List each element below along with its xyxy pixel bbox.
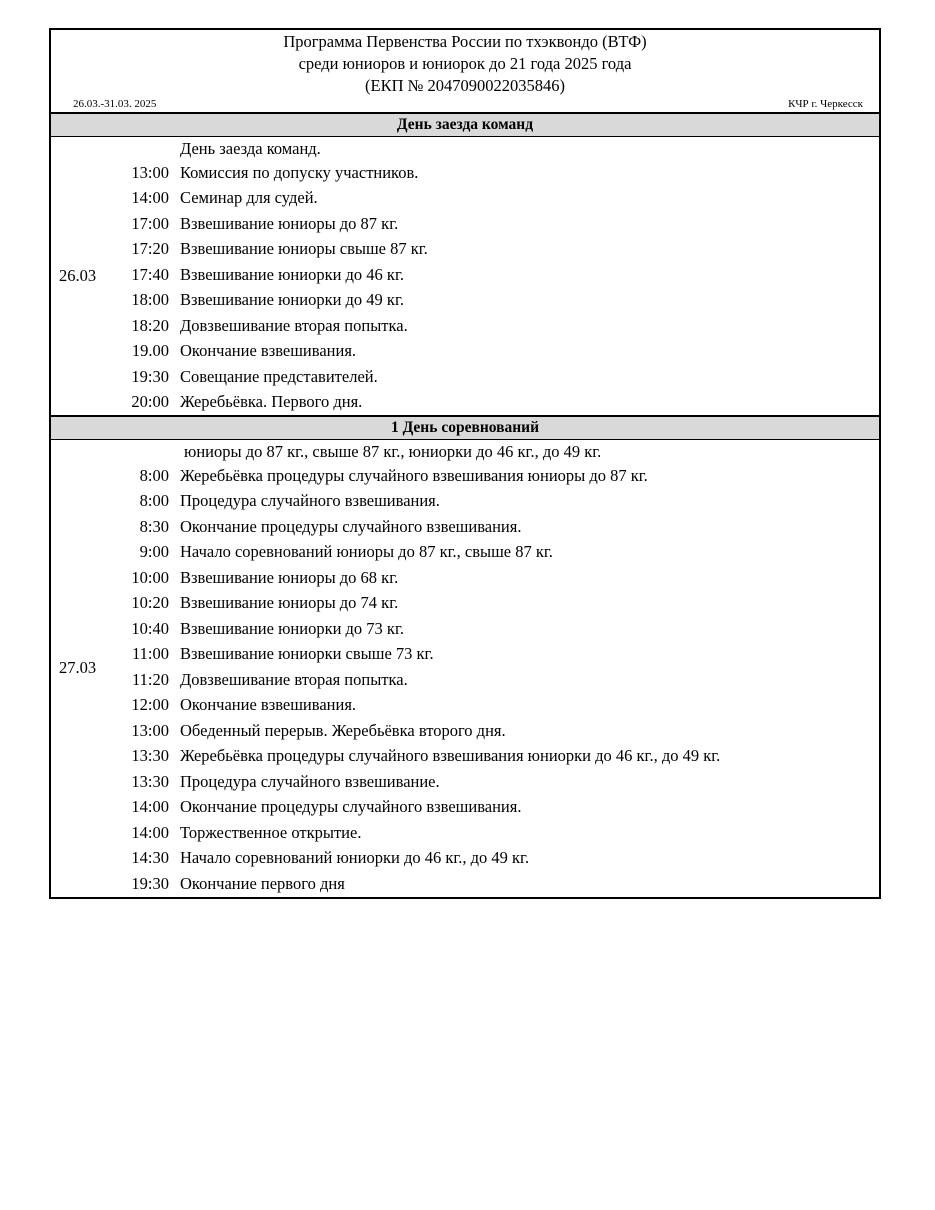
row-time: 14:00: [131, 188, 169, 208]
row-time: 9:00: [139, 542, 169, 562]
row-time: 11:00: [132, 644, 169, 664]
row-time: 8:00: [139, 491, 169, 511]
row-time: 13:00: [131, 162, 169, 182]
row-time: 10:20: [131, 593, 169, 613]
row-text: Начало соревнований юниорки до 46 кг., до 49 кг.: [180, 848, 530, 868]
row-text: Начало соревнований юниоры до 87 кг., свыше 87 кг.: [180, 542, 553, 562]
row-text: Взвешивание юниоры свыше 87 кг.: [180, 239, 428, 259]
schedule-row: [115, 846, 879, 872]
row-text: юниоры до 87 кг., свыше 87 кг., юниорки до 46 кг., до 49 кг.: [184, 441, 602, 461]
schedule-document: [49, 28, 881, 899]
day-date: 27.03: [59, 658, 97, 678]
row-time: 14:30: [131, 848, 169, 868]
row-time: 14:00: [131, 822, 169, 842]
row-time: 8:00: [139, 465, 169, 485]
row-time: 14:00: [131, 797, 169, 817]
row-text: Взвешивание юниоры до 74 кг.: [180, 593, 399, 613]
row-text: Торжественное открытие.: [180, 822, 362, 842]
day-block: [51, 440, 879, 897]
document-title-line-3: (ЕКП № 2047090022035846): [365, 76, 565, 95]
row-text: Взвешивание юниорки до 73 кг.: [180, 618, 404, 638]
row-text: Взвешивание юниорки свыше 73 кг.: [180, 644, 434, 664]
schedule-list: [115, 137, 879, 415]
schedule-row: [115, 364, 879, 390]
schedule-row: [115, 820, 879, 846]
row-text: Обеденный перерыв. Жеребьёвка второго дня.: [180, 720, 506, 740]
schedule-row: [115, 642, 879, 668]
row-time: 8:30: [139, 516, 169, 536]
schedule-days: [51, 112, 879, 897]
row-time: 20:00: [131, 392, 169, 412]
schedule-row: [115, 693, 879, 719]
schedule-row: [115, 137, 879, 160]
schedule-row: [115, 718, 879, 744]
row-text: Жеребьёвка процедуры случайного взвешивания юниоры до 87 кг.: [180, 465, 648, 485]
event-venue: КЧР г. Черкесск: [788, 98, 863, 110]
row-text: Комиссия по допуску участников.: [180, 162, 419, 182]
schedule-row: [115, 463, 879, 489]
schedule-row: [115, 565, 879, 591]
row-text: Взвешивание юниоры до 87 кг.: [180, 213, 399, 233]
document-meta: [51, 97, 879, 112]
row-text: Совещание представителей.: [180, 366, 378, 386]
row-time: 10:40: [131, 618, 169, 638]
row-text: Окончание первого дня: [180, 873, 345, 893]
row-text: Процедура случайного взвешивания.: [180, 491, 440, 511]
schedule-row: [115, 744, 879, 770]
schedule-row: [115, 795, 879, 821]
schedule-row: [115, 237, 879, 263]
row-text: Взвешивание юниоры до 68 кг.: [180, 567, 399, 587]
row-text: День заезда команд.: [180, 138, 321, 158]
schedule-row: [115, 667, 879, 693]
schedule-row: [115, 514, 879, 540]
schedule-row: [115, 288, 879, 314]
row-time: 18:00: [131, 290, 169, 310]
row-text: Окончание взвешивания.: [180, 695, 357, 715]
row-text: Взвешивание юниорки до 49 кг.: [180, 290, 404, 310]
schedule-row: [115, 591, 879, 617]
row-text: Окончание взвешивания.: [180, 341, 357, 361]
row-text: Окончание процедуры случайного взвешивания.: [180, 516, 522, 536]
schedule-row: [115, 440, 879, 463]
row-text: Взвешивание юниорки до 46 кг.: [180, 264, 404, 284]
row-time: 12:00: [131, 695, 169, 715]
schedule-row: [115, 540, 879, 566]
row-time: 17:00: [131, 213, 169, 233]
row-time: 13:30: [131, 771, 169, 791]
row-text: Семинар для судей.: [180, 188, 318, 208]
section-heading: День заезда команд: [51, 112, 879, 137]
event-dates: 26.03.-31.03. 2025: [73, 98, 157, 110]
schedule-row: [115, 211, 879, 237]
row-time: 10:00: [131, 567, 169, 587]
day-date: 26.03: [59, 266, 97, 285]
row-time: 17:40: [131, 264, 169, 284]
document-title-line-2: среди юниоров и юниорок до 21 года 2025 года: [298, 54, 632, 73]
row-time: 19.00: [131, 341, 169, 361]
schedule-row: [115, 616, 879, 642]
day-block: [51, 137, 879, 415]
row-text: Процедура случайного взвешивание.: [180, 771, 440, 791]
schedule-row: [115, 390, 879, 416]
schedule-row: [115, 339, 879, 365]
row-time: 18:20: [131, 315, 169, 335]
row-time: 19:30: [131, 873, 169, 893]
row-time: 13:30: [131, 746, 169, 766]
schedule-row: [115, 262, 879, 288]
schedule-row: [115, 769, 879, 795]
row-text: Жеребьёвка процедуры случайного взвешивания юниорки до 46 кг., до 49 кг.: [180, 746, 721, 766]
row-time: 19:30: [131, 366, 169, 386]
row-text: Окончание процедуры случайного взвешивания.: [180, 797, 522, 817]
row-time: 13:00: [131, 720, 169, 740]
schedule-row: [115, 489, 879, 515]
row-text: Довзвешивание вторая попытка.: [180, 669, 408, 689]
row-time: 17:20: [131, 239, 169, 259]
schedule-row: [115, 871, 879, 897]
schedule-row: [115, 313, 879, 339]
schedule-row: [115, 186, 879, 212]
schedule-list: [115, 440, 879, 897]
schedule-row: [115, 160, 879, 186]
row-text: Жеребьёвка. Первого дня.: [180, 392, 363, 412]
row-time: 11:20: [132, 669, 169, 689]
document-title-line-1: Программа Первенства России по тхэквондо (ВТФ): [283, 32, 647, 51]
row-text: Довзвешивание вторая попытка.: [180, 315, 408, 335]
section-heading: 1 День соревнований: [51, 415, 879, 440]
